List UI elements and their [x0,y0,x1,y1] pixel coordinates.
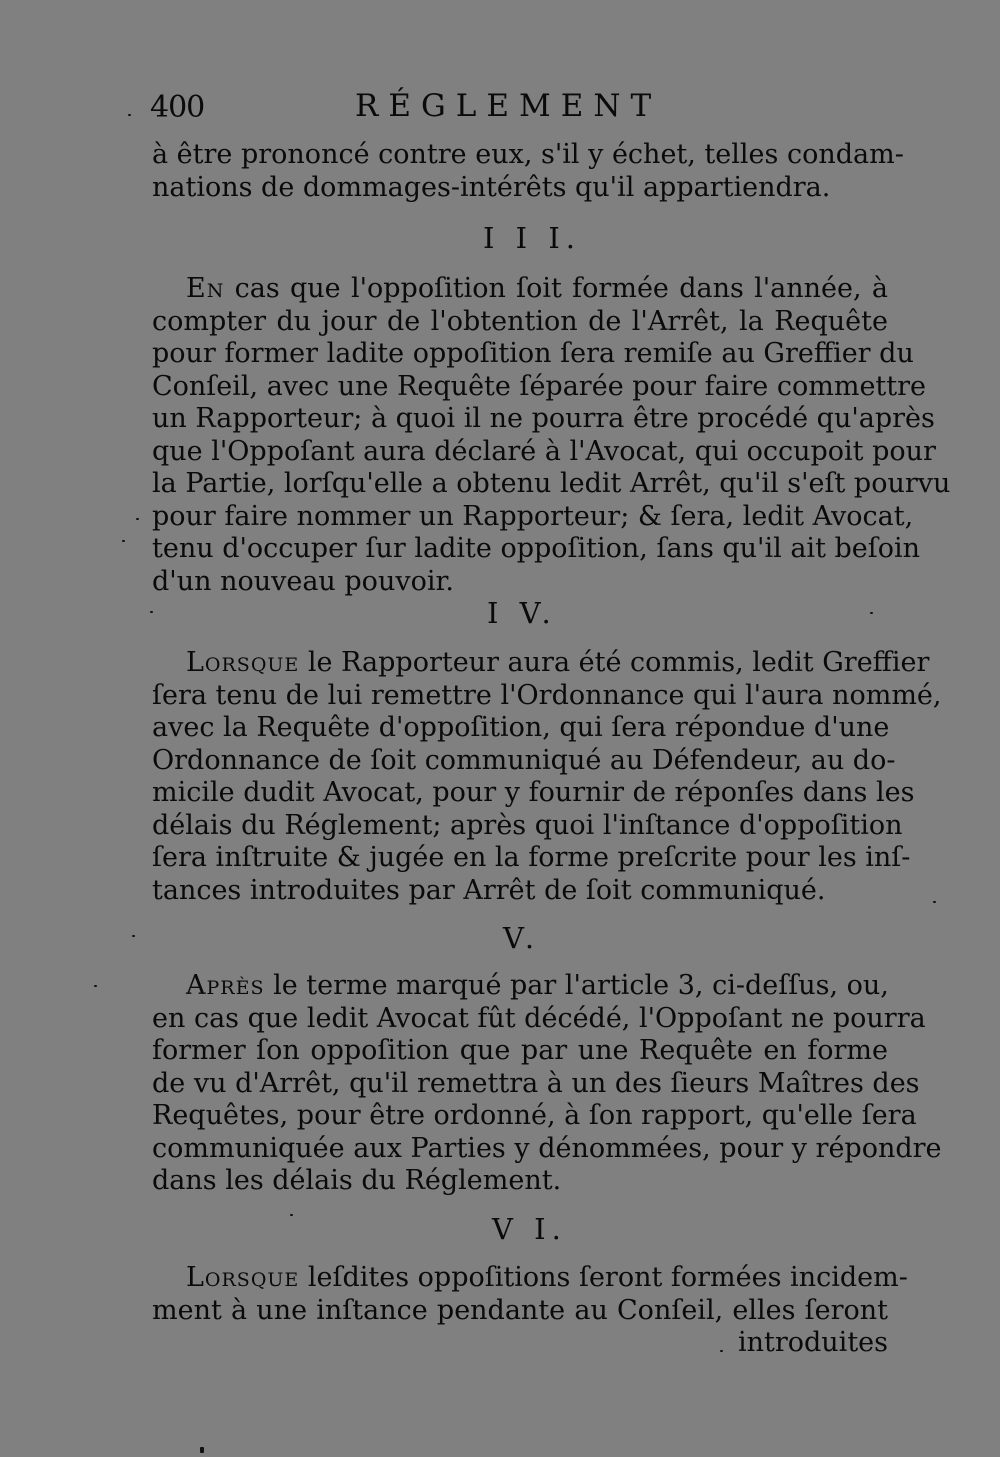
section-heading-3: I I I. [483,221,582,255]
paragraph-lead: Lorsque [186,1262,300,1293]
scan-speck [136,518,139,520]
paragraph-lead: En [186,273,225,304]
scan-speck [290,1214,293,1216]
scan-speck [128,114,131,116]
text-line: En cas que l'oppoſition ſoit formée dans l'année, à [186,273,888,304]
scan-speck [870,612,873,614]
scan-speck [200,1447,204,1453]
article-6-paragraph [152,1262,908,1360]
text-line: former ſon oppoſition que par une Requête en forme [152,1035,888,1066]
text-line: ment à une inſtance pendante au Conſeil, elles ſeront [152,1294,888,1326]
text-line: pour faire nommer un Rapporteur; & ſera, ledit Avocat, [152,500,914,532]
page-header [150,88,890,128]
text-line: Lorsque le Rapporteur aura été commis, ledit Greffier [186,647,930,678]
text-line: tances introduites par Arrêt de ſoit communiqué. [152,874,826,906]
text-line: dans les délais du Réglement. [152,1165,562,1196]
text-line: Lorsque leſdites oppoſitions ſeront formées incidem- [186,1262,908,1293]
text-line: Après le terme marqué par l'article 3, ci-deſſus, ou, [186,970,889,1001]
scan-speck [132,935,135,937]
scan-speck [150,611,153,613]
article-3-paragraph [152,273,951,598]
text-line: communiquée aux Parties y dénommées, pour y répondre [152,1132,942,1164]
article-5-paragraph [152,970,942,1198]
text-line: ſera tenu de lui remettre l'Ordonnance qui l'aura nommé, [152,679,942,711]
text-line: Ordonnance de ſoit communiqué au Défendeur, au do- [152,744,896,776]
section-heading-5: V. [503,921,541,955]
text-line: à être prononcé contre eux, s'il y échet, telles condam- [152,139,904,170]
text-line: délais du Réglement; après quoi l'inſtance d'oppoſition [152,809,903,841]
scan-speck [94,985,97,987]
text-line: micile dudit Avocat, pour y fournir de réponſes dans les [152,777,915,808]
text-line: que l'Oppoſant aura déclaré à l'Avocat, qui occupoit pour [152,435,936,467]
section-heading-6: V I. [492,1212,567,1246]
running-head: RÉGLEMENT [355,88,662,124]
text-line: de vu d'Arrêt, qu'il remettra à un des ſieurs Maîtres des [152,1067,920,1099]
paragraph-lead: Après [186,970,265,1001]
scan-speck [720,1350,723,1352]
text-line: nations de dommages-intérêts qu'il appartiendra. [152,171,831,203]
text-line: compter du jour de l'obtention de l'Arrêt, la Requête [152,305,888,337]
paragraph-lead: Lorsque [186,647,300,678]
text-line: Requêtes, pour être ordonné, à ſon rapport, qu'elle ſera [152,1100,917,1131]
text-line: avec la Requête d'oppoſition, qui ſera répondue d'une [152,712,890,743]
opening-paragraph [152,139,904,204]
article-4-paragraph [152,647,942,907]
page-number: 400 [150,90,205,125]
text-line: pour former ladite oppoſition ſera remiſe au Greffier du [152,338,914,369]
text-line: Conſeil, avec une Requête ſéparée pour faire commettre [152,370,927,402]
text-line: tenu d'occuper ſur ladite oppoſition, ſans qu'il ait beſoin [152,533,921,564]
section-heading-4: I V. [487,596,557,630]
text-line: la Partie, lorſqu'elle a obtenu ledit Arrêt, qu'il s'eſt pourvu [152,468,951,499]
scan-speck [933,901,936,903]
text-line: ſera inſtruite & jugée en la forme preſcrite pour les inſ- [152,842,911,873]
catchword: introduites [737,1327,888,1358]
text-line: en cas que ledit Avocat fût décédé, l'Oppoſant ne pourra [152,1002,926,1034]
scan-speck [122,540,125,542]
text-line: un Rapporteur; à quoi il ne pourra être procédé qu'après [152,403,935,434]
text-line: d'un nouveau pouvoir. [152,565,454,597]
